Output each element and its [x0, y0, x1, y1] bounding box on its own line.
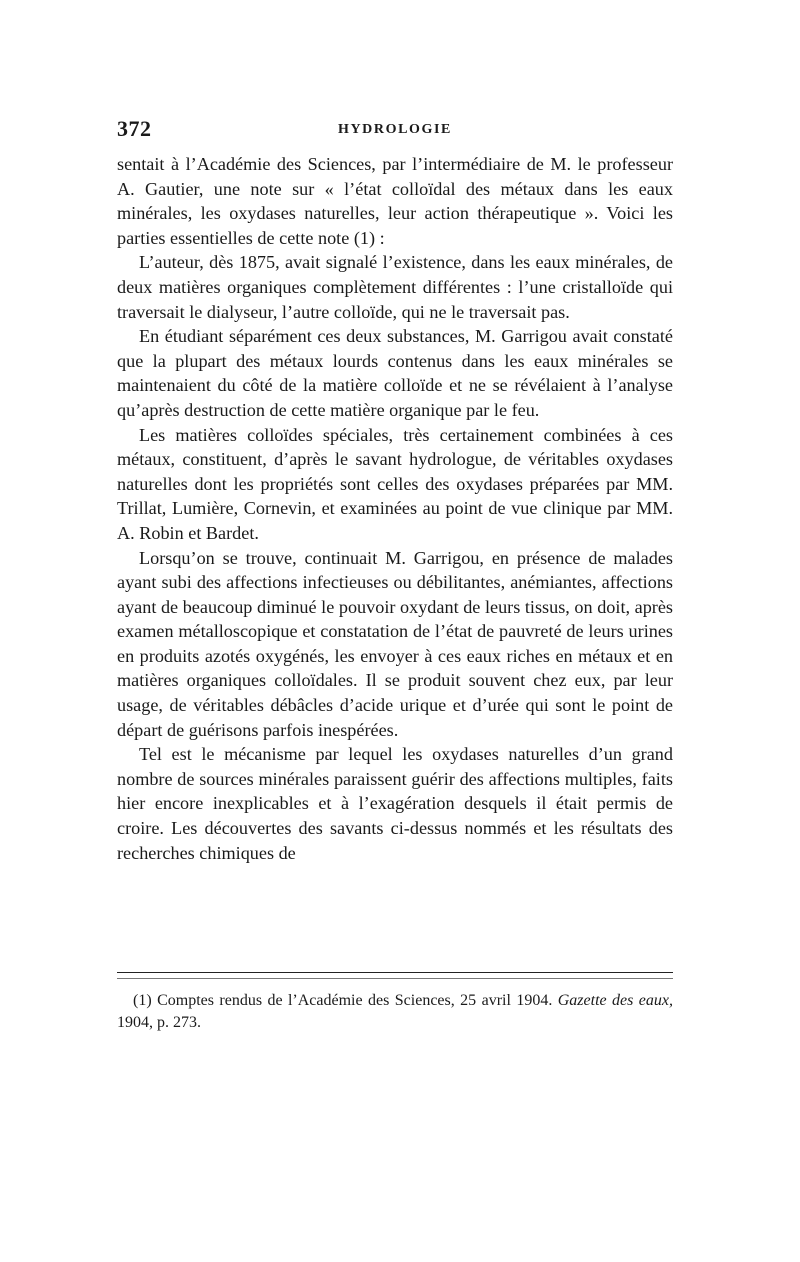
- page-header: [117, 112, 673, 142]
- page-number: 372: [117, 116, 152, 141]
- footnote-tail: 1904, p. 273.: [117, 1014, 201, 1031]
- paragraph: sentait à l’Académie des Sciences, par l’intermédiaire de M. le professeur A. Gautier, une note sur « l’état colloïdal des métaux dans les eaux minérales, les oxydases naturelles, leur action thérapeutique ». Voici les parties essentielles de cette note (1) :: [117, 154, 673, 248]
- body-text: [117, 152, 673, 865]
- footnote-rule-thin: [117, 978, 673, 979]
- paragraph: Lorsqu’on se trouve, continuait M. Garrigou, en présence de malades ayant subi des affections infectieuses ou débilitantes, anémiantes, affections ayant de beaucoup diminué le pouvoir oxydant de leurs tissus, on doit, après examen métalloscopique et constatation de l’état de pauvreté de leurs urines en produits azotés oxygénés, les envoyer à ces eaux riches en métaux et en matières organiques colloïdales. Il se produit souvent chez eux, par leur usage, de véritables débâcles d’acide urique et d’urée qui sont le point de départ de guérisons parfois inespérées.: [117, 547, 673, 740]
- footnote: [117, 990, 673, 1034]
- paragraph: En étudiant séparément ces deux substances, M. Garrigou avait constaté que la plupart des métaux lourds contenus dans les eaux minérales se maintenaient du côté de la matière colloïde et ne se révélaient à l’analyse qu’après destruction de cette matière organique par le feu.: [117, 326, 673, 420]
- footnote-text: (1) Comptes rendus de l’Académie des Sciences, 25 avril 1904.: [133, 992, 553, 1009]
- paragraph: Tel est le mécanisme par lequel les oxydases naturelles d’un grand nombre de sources minérales paraissent guérir des affections multiples, faits hier encore inexplicables et à l’exagération desquels il était permis de croire. Les découvertes des savants ci-dessus nommés et les résultats des recherches chimiques de: [117, 744, 673, 863]
- running-head: HYDROLOGIE: [337, 122, 452, 137]
- footnote-journal: Gazette des eaux,: [557, 992, 673, 1009]
- paragraph: Les matières colloïdes spéciales, très certainement combinées à ces métaux, constituent, d’après le savant hydrologue, de véritables oxydases naturelles dont les propriétés sont celles des oxydases préparées par MM. Trillat, Lumière, Cornevin, et examinées au point de vue clinique par MM. A. Robin et Bardet.: [117, 424, 673, 543]
- footnote-rule: [117, 972, 673, 973]
- paragraph: L’auteur, dès 1875, avait signalé l’existence, dans les eaux minérales, de deux matières organiques complètement différentes : l’une cristalloïde qui traversait le dialyseur, l’autre colloïde, qui ne le traversait pas.: [117, 252, 673, 322]
- page: [117, 112, 673, 865]
